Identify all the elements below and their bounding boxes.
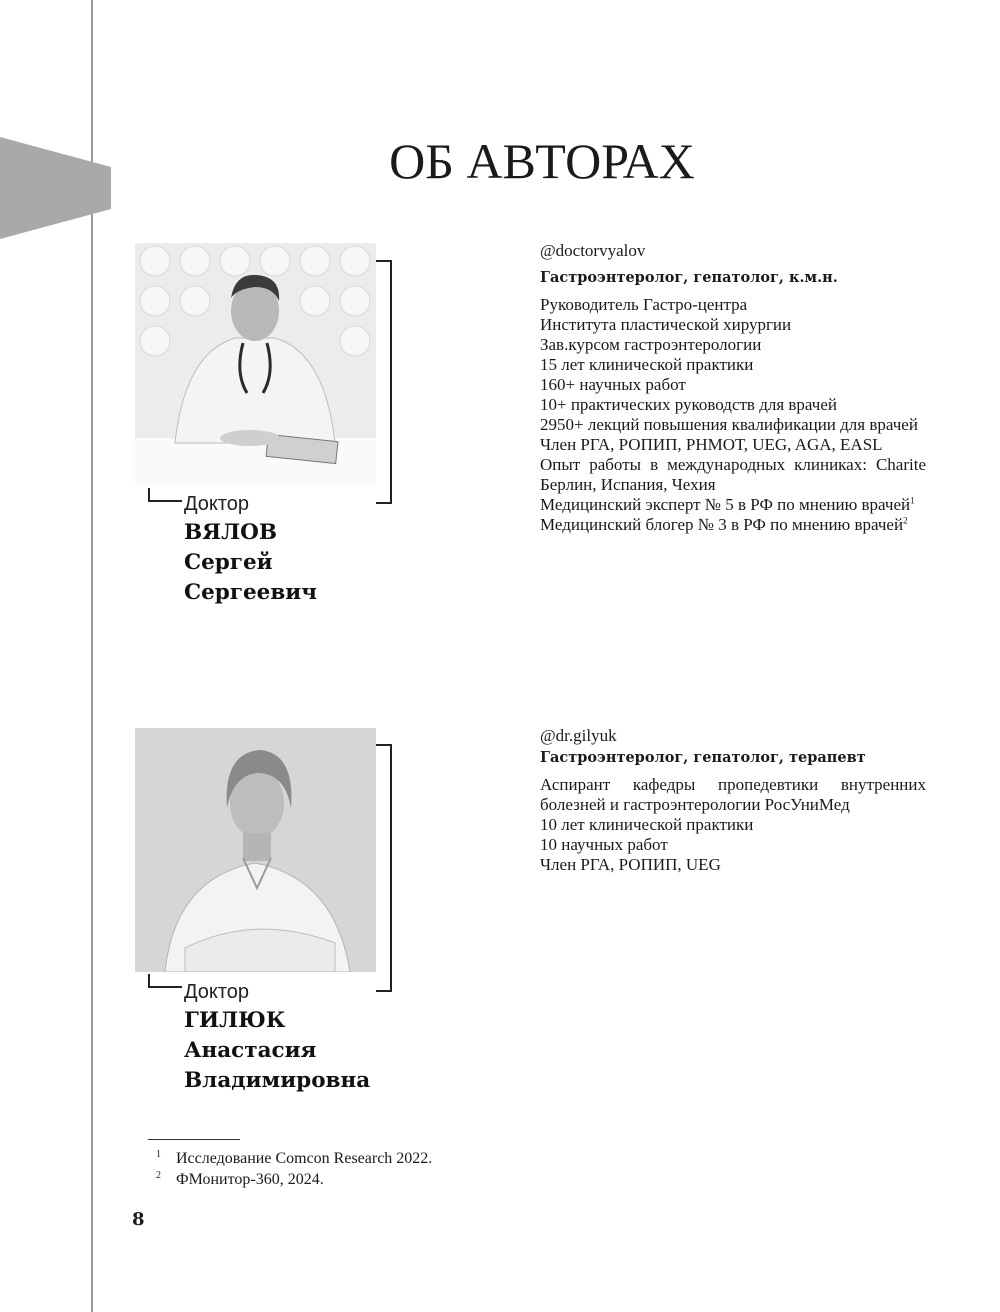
- author-role: Доктор: [184, 493, 250, 515]
- footnote: [156, 1148, 432, 1169]
- footnote: [156, 1169, 432, 1190]
- author-info: [540, 726, 926, 875]
- info-line: 10 лет клинической практики: [540, 815, 754, 834]
- page-title: ОБ АВТОРАХ: [389, 133, 695, 189]
- info-line: Руководитель Гастро-центра: [540, 295, 748, 314]
- footnote-text: Исследование Comcon Research 2022.: [176, 1150, 433, 1167]
- info-line: Член РГА, РОПИП, UEG: [540, 855, 721, 874]
- info-line: Член РГА, РОПИП, РНМОТ, UEG, AGA, EASL: [540, 435, 883, 454]
- author-info: [540, 241, 926, 535]
- info-line: 10 научных работ: [540, 835, 668, 854]
- info-line: [540, 515, 926, 535]
- author-surname: ГИЛЮК: [184, 1008, 286, 1033]
- author-role: Доктор: [184, 981, 250, 1003]
- author-specialty: Гастроэнтеролог, гепатолог, терапевт: [540, 749, 866, 766]
- author-photo-vyalov: [135, 243, 376, 487]
- info-line: Института пластической хирургии: [540, 315, 792, 334]
- author-first-name: Анастасия: [184, 1038, 317, 1063]
- info-line: 2950+ лекций повышения квалификации для врачей: [540, 415, 918, 434]
- footnote-number: 2: [156, 1170, 161, 1181]
- info-line: Аспирант кафедры пропедевтики внутренних болезней и гастроэнтерологии РосУниМед: [540, 775, 926, 814]
- info-line: 15 лет клинической практики: [540, 355, 754, 374]
- name-hook: [148, 974, 182, 988]
- info-line: Зав.курсом гастроэнтерологии: [540, 335, 762, 354]
- footnote-text: ФМонитор-360, 2024.: [176, 1171, 324, 1188]
- name-hook: [148, 488, 182, 502]
- footnote-mark: 1: [910, 495, 915, 506]
- info-line: 160+ научных работ: [540, 375, 686, 394]
- photo-bracket: [376, 260, 392, 504]
- info-line: Опыт работы в международных клиниках: Charite Берлин, Испания, Чехия: [540, 455, 926, 494]
- author-handle: @doctorvyalov: [540, 241, 646, 260]
- author-photo-gilyuk: [135, 728, 376, 972]
- page-number: 8: [132, 1209, 145, 1230]
- author-name-block: [184, 490, 317, 608]
- info-line-text: Медицинский блогер № 3 в РФ по мнению врачей: [540, 515, 904, 534]
- info-line: 10+ практических руководств для врачей: [540, 395, 837, 414]
- photo-bracket: [376, 744, 392, 992]
- footnote-number: 1: [156, 1149, 161, 1160]
- author-name-block: [184, 978, 370, 1096]
- author-patronymic: Владимировна: [184, 1068, 371, 1093]
- author-first-name: Сергей: [184, 550, 273, 575]
- footnote-mark: 2: [903, 515, 908, 526]
- footnotes: [156, 1148, 432, 1190]
- author-surname: ВЯЛОВ: [184, 520, 278, 545]
- info-line-text: Медицинский эксперт № 5 в РФ по мнению врачей: [540, 495, 911, 514]
- footnote-rule: [148, 1139, 240, 1140]
- info-line: [540, 495, 926, 515]
- author-patronymic: Сергеевич: [184, 580, 317, 605]
- author-handle: @dr.gilyuk: [540, 726, 617, 745]
- chapter-tab-marker: [0, 137, 111, 239]
- author-specialty: Гастроэнтеролог, гепатолог, к.м.н.: [540, 269, 838, 286]
